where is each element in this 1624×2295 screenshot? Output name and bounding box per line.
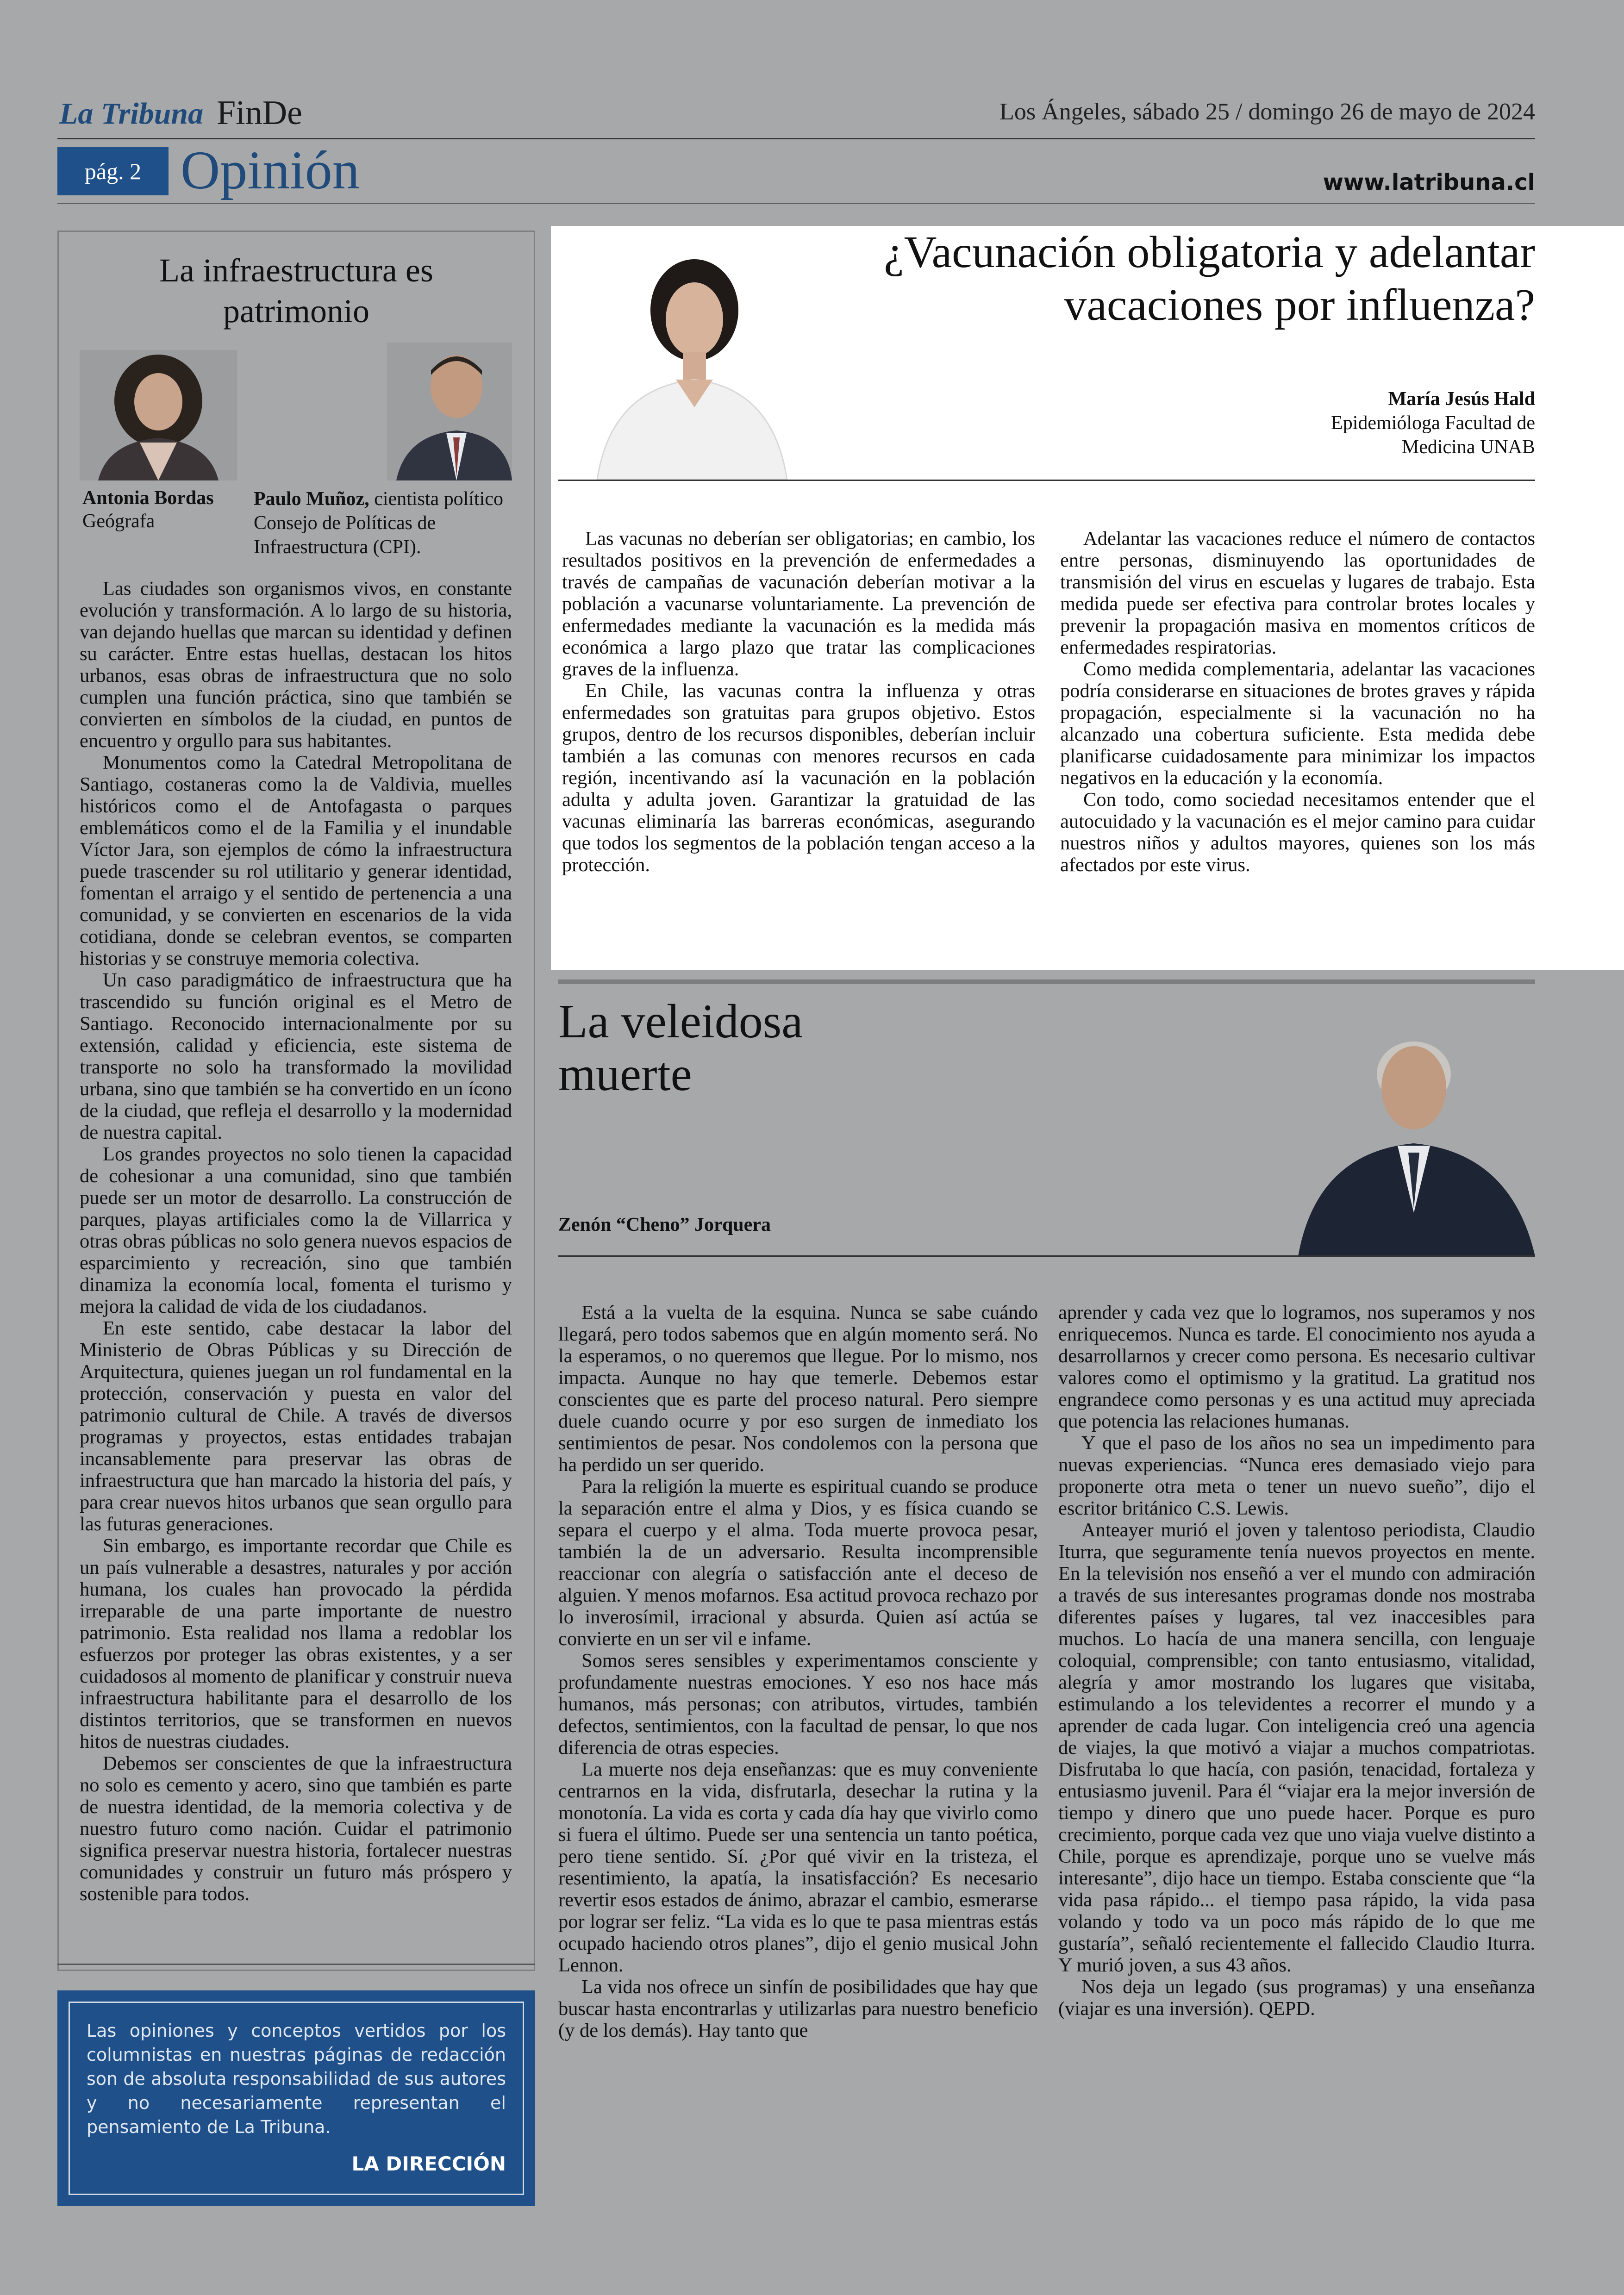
- article1-title-line2: vacaciones por influenza?: [1064, 280, 1535, 330]
- author1-name: Antonia Bordas: [82, 487, 214, 509]
- paragraph: En este sentido, cabe destacar la labor del Ministerio de Obras Públicas y su Dirección de Arquitectura, quienes juegan un rol fundamental en la protección, conservación y puesta en valor del patrimonio cultural de Chile. A través de diversos programas y proyectos, estas entidades trabajan incansablemente para preservar las obras de infraestructura que han marcado la historia del país, y para crear nuevos hitos urbanos que sean orgullo para las futuras generaciones.: [80, 1317, 512, 1535]
- paragraph: Debemos ser conscientes de que la infraestructura no solo es cemento y acero, sino que también es parte de nuestra identidad, de la memoria colectiva y de nuestro futuro como nación. Cuidar el patrimonio significa preservar nuestra historia, fortalecer nuestras comunidades y construir un futuro más próspero y sostenible para todos.: [80, 1752, 512, 1905]
- paragraph: Adelantar las vacaciones reduce el número de contactos entre personas, disminuyendo las oportunidades de transmisión del virus en escuelas y lugares de trabajo. Esta medida puede ser efectiva para controlar brotes locales y prevenir la propagación masiva en momentos críticos de enfermedades respiratorias.: [1060, 528, 1535, 658]
- left-article-title: [57, 250, 535, 331]
- article2-column1: [558, 1302, 1038, 2041]
- article1-column1: [562, 528, 1035, 876]
- left-column-rule: [57, 1964, 535, 1965]
- paragraph: La vida nos ofrece un sinfín de posibilidades que hay que buscar hasta encontrarlas y utilizarlas para nuestro beneficio (y de los demás). Hay tanto que: [558, 1976, 1038, 2041]
- disclaimer-inner-border: [69, 2002, 524, 2195]
- paragraph: Monumentos como la Catedral Metropolitana de Santiago, costaneras como la de Valdivia, muelles históricos como el de Antofagasta o parques emblemáticos como el de la Familia y el inundable Víctor Jara, son ejemplos de cómo la infraestructura puede trascender su rol utilitario y generar identidad, fomentan el arraigo y el sentido de pertenencia a una comunidad, y se convierten en escenarios de la vida cotidiana, donde se celebran eventos, se comparten historias y se construye memoria colectiva.: [80, 752, 512, 969]
- paragraph: aprender y cada vez que lo logramos, nos superamos y nos enriquecemos. Nunca es tarde. El conocimiento nos ayuda a desarrollarnos y crecer como persona. Es necesario cultivar valores como el optimismo y la gratitud. La gratitud nos engrandece como personas y es una actitud muy apreciada que potencia las relaciones humanas.: [1058, 1302, 1535, 1432]
- paragraph: Para la religión la muerte es espiritual cuando se produce la separación entre el alma y Dios, y es física cuando se separa el cuerpo y el alma. Toda muerte provoca pesar, también la de un adversario. Resulta incomprensible reaccionar con alegría o satisfacción ante el deceso de alguien. Y menos mofarnos. Esa actitud provoca rechazo por lo inverosímil, irracional y absurda. Quien así actúa se convierte en un ser vil e infame.: [558, 1476, 1038, 1650]
- author1-role: Geógrafa: [82, 511, 155, 532]
- disclaimer-signature: LA DIRECCIÓN: [351, 2152, 506, 2175]
- header-rule-bottom: [57, 203, 1535, 204]
- paragraph: Los grandes proyectos no solo tienen la capacidad de cohesionar a una comunidad, sino que también puede ser un motor de desarrollo. La construcción de parques, playas artificiales como la de Villarrica y otras obras públicas no solo genera nuevos espacios de esparcimiento y recreación, sino que también dinamiza la economía local, fomenta el turismo y mejora la calidad de vida de los ciudadanos.: [80, 1143, 512, 1317]
- author2-role-line3: Infraestructura (CPI).: [254, 536, 421, 558]
- paragraph: Y que el paso de los años no sea un impedimento para nuevas experiencias. “Nunca eres demasiado viejo para proponerte otra meta o tener un nuevo sueño”, dijo el escritor británico C.S. Lewis.: [1058, 1432, 1535, 1519]
- disclaimer-text: Las opiniones y conceptos vertidos por los columnistas en nuestras páginas de redacción son de absoluta responsabilidad de sus autores y no necesariamente representan el pensamiento de La Tribuna.: [87, 2021, 506, 2137]
- dateline: Los Ángeles, sábado 25 / domingo 26 de mayo de 2024: [999, 99, 1535, 125]
- article2-author: Zenón “Cheno” Jorquera: [558, 1214, 771, 1235]
- article1-author-name: María Jesús Hald: [1388, 388, 1535, 410]
- article1-author-role1: Epidemióloga Facultad de: [1331, 412, 1535, 434]
- article2-title-line2: muerte: [558, 1048, 692, 1101]
- paragraph: Las ciudades son organismos vivos, en constante evolución y transformación. A lo largo de su historia, van dejando huellas que marcan su identidad y definen su carácter. Entre estas huellas, destacan los hitos urbanos, esas obras de infraestructura que no solo cumplen una función práctica, sino que también se convierten en símbolos de la ciudad, en puntos de encuentro y orgullo para sus habitantes.: [80, 578, 512, 752]
- paragraph: Nos deja un legado (sus programas) y una enseñanza (viajar es una inversión). QEPD.: [1058, 1976, 1535, 2020]
- left-article-body: [80, 578, 512, 1905]
- author2-role-line2: Consejo de Políticas de: [254, 512, 436, 534]
- paragraph: Anteayer murió el joven y talentoso periodista, Claudio Iturra, que seguramente tenía nuevos proyectos en mente. En la televisión nos enseñó a ver el mundo con admiración a través de sus interesantes programas donde nos mostraba diferentes países y lugares, tal vez inaccesibles para muchos. Lo hacía de una manera sencilla, con lenguaje coloquial, comprensible; con tanto entusiasmo, vitalidad, alegría y amor mostrando los lugares que visitaba, estimulando a los televidentes a recorrer el mundo y a aprender de cada lugar. Con inteligencia creó una agencia de viajes, la que motivó a viajar a muchos compatriotas. Disfrutaba lo que hacía, con pasión, tenacidad, fortaleza y entusiasmo juvenil. Para él “viajar era la mejor inversión de tiempo y dinero que uno puede hacer. Porque es puro crecimiento, porque cada vez que uno viaja vuelve distinto a Chile, porque es aprendizaje, porque uno se vuelve más interesante”, dijo hace un tiempo. Estaba consciente que “la vida pasa rápido... el tiempo pasa rápido, la vida pasa volando y todo va un poco más rápido de lo que me gustaría”, señaló recientemente el fallecido Claudio Iturra. Y murió joven, a sus 43 años.: [1058, 1519, 1535, 1976]
- newspaper-logo: La Tribuna: [59, 97, 204, 131]
- paragraph: Somos seres sensibles y experimentamos consciente y profundamente nuestras emociones. Y eso nos hace más humanos, más personas; con atributos, virtudes, también defectos, sentimientos, con la facultad de pensar, lo que nos diferencia de otras especies.: [558, 1650, 1038, 1759]
- article2-column2: [1058, 1302, 1535, 2020]
- author1-block: [82, 487, 214, 533]
- paragraph: Un caso paradigmático de infraestructura que ha trascendido su función original es el Metro de Santiago. Reconocido internacionalmente por su extensión, calidad y eficiencia, este sistema de transporte no solo ha transformado la movilidad urbana, sino que también se ha convertido en un ícono de la ciudad, que refleja el desarrollo y la modernidad de nuestra capital.: [80, 969, 512, 1143]
- article1-title: [748, 226, 1535, 331]
- paragraph: La muerte nos deja enseñanzas: que es muy conveniente centrarnos en la vida, disfrutarla, desechar la rutina y la monotonía. La vida es corta y cada día hay que vivirlo como si fuera el último. Puede ser una sentencia un tanto poética, pero tiene sentido. Sí. ¿Por qué vivir en la tristeza, el resentimiento, la apatía, la insatisfacción? Es necesario revertir esos estados de ánimo, abrazar el cambio, esmerarse por lograr ser feliz. “La vida es lo que te pasa mientras estás ocupado haciendo otros planes”, dijo el genio musical John Lennon.: [558, 1759, 1038, 1976]
- paragraph: Está a la vuelta de la esquina. Nunca se sabe cuándo llegará, pero todos sabemos que en algún momento será. No la esperamos, o no queremos que llegue. Por lo mismo, nos impacta. Aunque no hay que temerle. Debemos estar conscientes que es parte del proceso natural. Pero siempre duele cuando ocurre y por eso surgen de inmediato los sentimientos de pesar. Nos condolemos con la persona que ha perdido un ser querido.: [558, 1302, 1038, 1476]
- paragraph: Sin embargo, es importante recordar que Chile es un país vulnerable a desastres, naturales y por acción humana, los cuales han provocado la pérdida irreparable de una parte importante de nuestro patrimonio. Esta realidad nos llama a redoblar los esfuerzos por proteger las obras existentes, y a ser cuidadosos al momento de planificar y construir nueva infraestructura habilitante para el desarrollo de los distintos territorios, que se transformen en nuevos hitos de nuestras ciudades.: [80, 1535, 512, 1752]
- paragraph: Con todo, como sociedad necesitamos entender que el autocuidado y la vacunación es el mejor camino para cuidar nuestros niños y adultos mayores, quienes son los más afectados por este virus.: [1060, 789, 1535, 876]
- author2-name: Paulo Muñoz,: [254, 488, 369, 510]
- author2-block: [254, 487, 513, 559]
- article1-rule: [558, 480, 1535, 481]
- editorial-disclaimer-box: [57, 1990, 535, 2206]
- article1-column2: [1060, 528, 1535, 876]
- page-number-badge: pág. 2: [57, 147, 169, 195]
- article2-title-line1: La veleidosa: [558, 995, 803, 1048]
- left-article-title-line1: La infraestructura es: [159, 252, 433, 289]
- paragraph: Como medida complementaria, adelantar las vacaciones podría considerarse en situaciones de brotes graves y rápida propagación, especialmente si la vacunación no ha alcanzado una cobertura suficiente. Esta medida debe planificarse cuidadosamente para minimizar los impactos negativos en la educación y la economía.: [1060, 658, 1535, 789]
- author2-role-inline: cientista político: [369, 488, 503, 510]
- article1-author-role2: Medicina UNAB: [1401, 437, 1535, 458]
- left-article-title-line2: patrimonio: [223, 293, 369, 330]
- paragraph: En Chile, las vacunas contra la influenza y otras enfermedades son gratuitas para grupos objetivo. Estos grupos, dentro de los recursos disponibles, deberían incluir también a las comunas con menores recursos en cada región, incentivando así la vacunación en la población adulta y adulta joven. Garantizar la gratuidad de las vacunas eliminaría las barreras económicas, asegurando que todos los segmentos de la población tengan acceso a la protección.: [562, 680, 1035, 876]
- author-photo-zenon-jorquera: [1289, 1018, 1535, 1256]
- article-separator-bar: [558, 979, 1535, 984]
- paragraph: Las vacunas no deberían ser obligatorias; en cambio, los resultados positivos en la prevención de enfermedades a través de campañas de vacunación deberían motivar a la población a vacunarse voluntariamente. La prevención de enfermedades mediante la vacunación es la medida más económica a largo plazo que tratar las complicaciones graves de la influenza.: [562, 528, 1035, 680]
- article1-title-line1: ¿Vacunación obligatoria y adelantar: [884, 227, 1535, 277]
- article2-rule: [558, 1255, 1535, 1257]
- author-photo-antonia-bordas: [80, 350, 237, 480]
- article1-byline: [1331, 387, 1535, 459]
- author-photo-paulo-munoz: [387, 343, 512, 480]
- website-link[interactable]: www.latribuna.cl: [1323, 169, 1535, 195]
- section-title: Opinión: [181, 140, 360, 200]
- article2-title: [558, 995, 803, 1101]
- edition-name: FinDe: [217, 94, 302, 132]
